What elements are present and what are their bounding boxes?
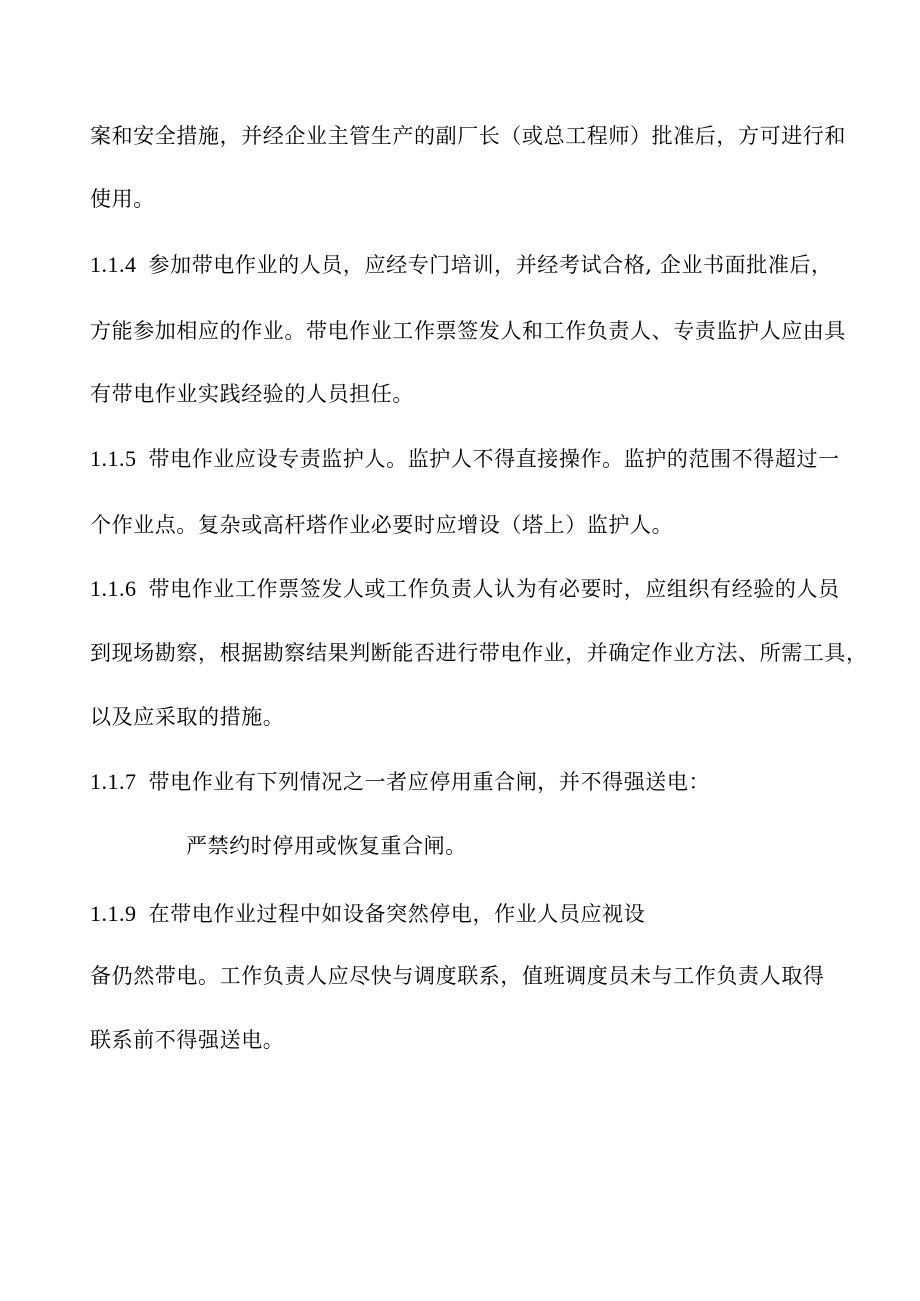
line-text: 个作业点。复杂或高杆塔作业必要时应增设（塔上）监护人。	[90, 513, 674, 537]
clause-1-1-7	[90, 768, 710, 796]
line-text: 方能参加相应的作业。带电作业工作票签发人和工作负责人、专责监护人应由具	[90, 319, 846, 343]
text-line-indented	[186, 832, 467, 860]
text-line	[90, 317, 846, 345]
text-line	[90, 511, 673, 539]
line-text: 备仍然带电。工作负责人应尽快与调度联系，值班调度员未与工作负责人取得	[90, 964, 825, 988]
line-text: 带电作业工作票签发人或工作负责人认为有必要时，应组织有经验的人员	[148, 577, 840, 601]
clause-number: 1.1.7	[90, 769, 137, 794]
text-line	[90, 1026, 284, 1054]
line-text: 联系前不得强送电。	[90, 1028, 285, 1052]
clause-number: 1.1.9	[90, 901, 137, 926]
text-line	[90, 122, 846, 150]
clause-number: 1.1.5	[90, 446, 137, 471]
clause-1-1-5	[90, 445, 840, 473]
line-text: 到现场勘察，根据勘察结果判断能否进行带电作业，并确定作业方法、所需工具，	[90, 641, 868, 665]
line-text: 在带电作业过程中如设备突然停电，作业人员应视设	[148, 902, 646, 926]
line-text: 带电作业应设专责监护人。监护人不得直接操作。监护的范围不得超过一	[148, 447, 840, 471]
line-text: 案和安全措施，并经企业主管生产的副厂长（或总工程师）批准后，方可进行和	[90, 124, 846, 148]
text-line	[90, 185, 155, 213]
clause-1-1-4	[90, 251, 833, 279]
text-line	[90, 639, 868, 667]
clause-number: 1.1.4	[90, 252, 137, 277]
line-text: 有带电作业实践经验的人员担任。	[90, 382, 414, 406]
line-text: 使用。	[90, 187, 155, 211]
line-text: 带电作业有下列情况之一者应停用重合闸，并不得强送电：	[148, 770, 711, 794]
line-text: 严禁约时停用或恢复重合闸。	[186, 834, 467, 858]
clause-1-1-9	[90, 900, 645, 928]
text-line	[90, 962, 824, 990]
clause-1-1-6	[90, 575, 840, 603]
text-line	[90, 380, 414, 408]
line-text: 以及应采取的措施。	[90, 705, 285, 729]
line-text: 参加带电作业的人员，应经专门培训，并经考试合格, 企业书面批准后，	[148, 253, 833, 277]
clause-number: 1.1.6	[90, 576, 137, 601]
text-line	[90, 703, 284, 731]
